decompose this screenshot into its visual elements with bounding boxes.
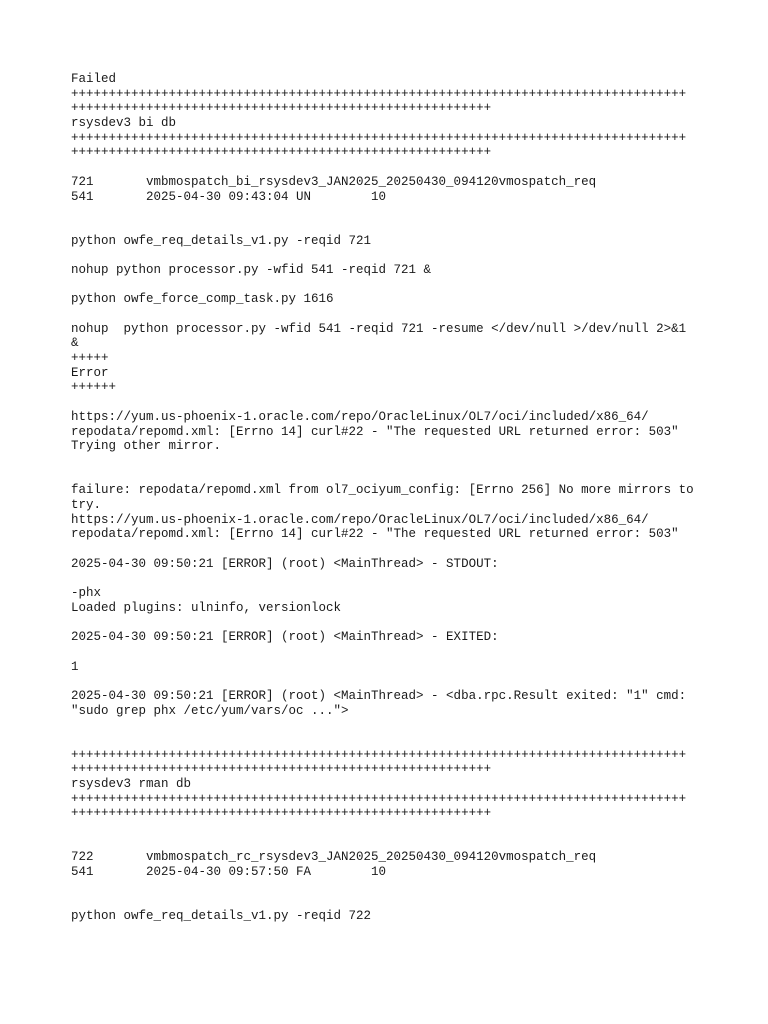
text-line: 1 <box>71 659 79 674</box>
text-line: ++++++++++++++++++++++++++++++++++++++++++++++++++++++++++++++++++++++++++++++++++ <box>71 791 687 806</box>
text-line: python owfe_force_comp_task.py 1616 <box>71 292 334 307</box>
text-line <box>71 615 711 630</box>
text-line: 2025-04-30 09:50:21 [ERROR] (root) <MainThread> - STDOUT: <box>71 556 499 571</box>
text-line: rsysdev3 bi db <box>71 116 177 131</box>
text-line: try. <box>71 497 102 512</box>
text-line: ++++++++++++++++++++++++++++++++++++++++++++++++++++++++ <box>71 806 492 821</box>
text-line: ++++++++++++++++++++++++++++++++++++++++++++++++++++++++ <box>71 101 492 116</box>
text-line: 721 vmbmospatch_bi_rsysdev3_JAN2025_20250430_094120vmospatch_req <box>71 174 597 189</box>
text-line: ++++++++++++++++++++++++++++++++++++++++++++++++++++++++ <box>71 762 492 777</box>
text-line: python owfe_req_details_v1.py -reqid 722 <box>71 909 372 924</box>
text-line <box>71 542 711 557</box>
text-line: "sudo grep phx /etc/yum/vars/oc ..."> <box>71 703 349 718</box>
text-line <box>71 571 711 586</box>
text-line <box>71 307 711 322</box>
document-body <box>71 72 711 924</box>
text-line: nohup python processor.py -wfid 541 -reqid 721 -resume </dev/null >/dev/null 2>&1 <box>71 321 687 336</box>
text-line <box>71 454 711 469</box>
text-line <box>71 278 711 293</box>
text-line: repodata/repomd.xml: [Errno 14] curl#22 - "The requested URL returned error: 503" <box>71 527 679 542</box>
text-line <box>71 733 711 748</box>
text-line: ++++++++++++++++++++++++++++++++++++++++++++++++++++++++++++++++++++++++++++++++++ <box>71 130 687 145</box>
text-line: Error <box>71 365 109 380</box>
text-line: ++++++++++++++++++++++++++++++++++++++++++++++++++++++++++++++++++++++++++++++++++ <box>71 747 687 762</box>
text-line <box>71 645 711 660</box>
text-line <box>71 469 711 484</box>
text-line: Trying other mirror. <box>71 439 222 454</box>
text-line: nohup python processor.py -wfid 541 -reqid 721 & <box>71 262 432 277</box>
text-line: 541 2025-04-30 09:43:04 UN 10 <box>71 189 387 204</box>
text-line: Loaded plugins: ulninfo, versionlock <box>71 600 342 615</box>
text-line: repodata/repomd.xml: [Errno 14] curl#22 - "The requested URL returned error: 503" <box>71 424 679 439</box>
text-line: 2025-04-30 09:50:21 [ERROR] (root) <MainThread> - EXITED: <box>71 630 499 645</box>
text-line <box>71 880 711 895</box>
text-line <box>71 821 711 836</box>
text-line <box>71 674 711 689</box>
text-line: & <box>71 336 79 351</box>
text-line: failure: repodata/repomd.xml from ol7_ociyum_config: [Errno 256] No more mirrors to <box>71 483 694 498</box>
text-line <box>71 248 711 263</box>
text-line: 541 2025-04-30 09:57:50 FA 10 <box>71 865 387 880</box>
text-line: +++++ <box>71 351 109 366</box>
text-line: Failed <box>71 72 117 86</box>
text-line: https://yum.us-phoenix-1.oracle.com/repo/OracleLinux/OL7/oci/included/x86_64/ <box>71 512 649 527</box>
text-line: rsysdev3 rman db <box>71 777 192 791</box>
text-line: python owfe_req_details_v1.py -reqid 721 <box>71 233 372 248</box>
text-line <box>71 219 711 234</box>
text-line: 2025-04-30 09:50:21 [ERROR] (root) <MainThread> - <dba.rpc.Result exited: "1" cmd: <box>71 688 687 703</box>
text-line: ++++++++++++++++++++++++++++++++++++++++++++++++++++++++ <box>71 145 492 160</box>
text-line: 722 vmbmospatch_rc_rsysdev3_JAN2025_20250430_094120vmospatch_req <box>71 850 597 865</box>
text-line: ++++++++++++++++++++++++++++++++++++++++++++++++++++++++++++++++++++++++++++++++++ <box>71 86 687 101</box>
text-line <box>71 395 711 410</box>
text-line: https://yum.us-phoenix-1.oracle.com/repo/OracleLinux/OL7/oci/included/x86_64/ <box>71 409 649 424</box>
text-line <box>71 160 711 175</box>
text-line <box>71 718 711 733</box>
text-line: -phx <box>71 586 102 601</box>
text-line <box>71 895 711 910</box>
text-line <box>71 204 711 219</box>
text-line: ++++++ <box>71 380 117 395</box>
text-line <box>71 836 711 851</box>
